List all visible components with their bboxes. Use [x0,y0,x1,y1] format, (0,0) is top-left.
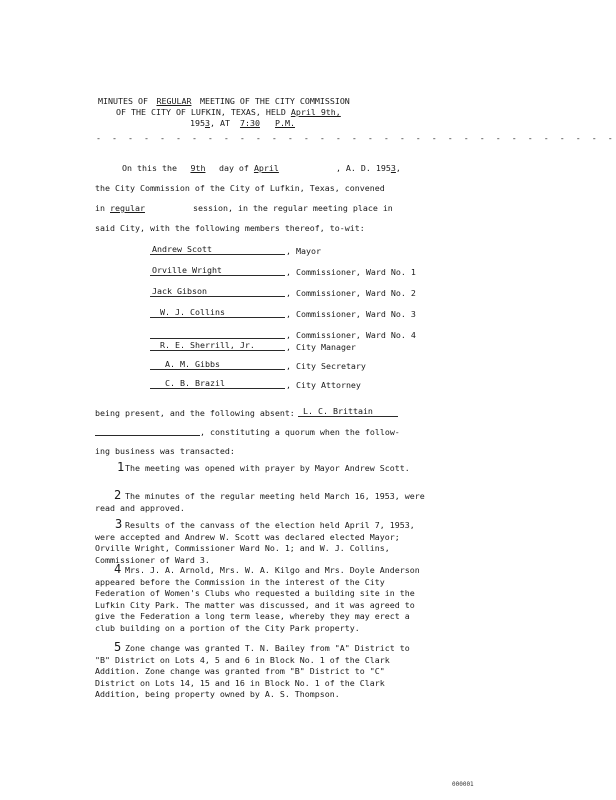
header-line-1 [98,97,350,105]
meeting-type: REGULAR [156,96,192,106]
member-signature-line [150,254,285,255]
header-suffix: MEETING OF THE CITY COMMISSION [199,96,350,106]
absent-line: being present, and the following absent: [95,408,295,418]
header-line-2: OF THE CITY OF LUFKIN, TEXAS, HELD April 9th, [116,107,341,117]
member-signature-line [150,317,285,318]
header-prefix: MINUTES OF [98,96,148,106]
member-signature-line [150,350,285,351]
item-text: The minutes of the regular meeting held March 16, 1953, were read and approved. [95,491,425,513]
business-line: ing business was transacted: [95,446,235,456]
item-text: Mrs. J. A. Arnold, Mrs. W. A. Kilgo and Mrs. Doyle Anderson appeared before the Commission in the interest of the City Federation of Women's Clubs who requested a building site in the Lufkin City Park. The matter was discussed, and it was agreed to give the Federation a long term lease, whereby they may erect a club building on a portion of the City Park property. [95,565,420,633]
member-name: Orville Wright [152,265,222,275]
meeting-date: April 9th, [290,107,341,117]
opening-line-1: On this the 9th day of April , A. D. 1953, [122,163,401,173]
header-divider: - - - - - - - - - - - - - - - - - - - - - - - - - - - - - - - - - [96,133,616,143]
member-signature-line [150,388,285,389]
member-title: , Commissioner, Ward No. 4 [286,330,416,340]
opening-line-3: in regular session, in the regular meeting place in [95,203,393,213]
member-name: W. J. Collins [160,307,225,317]
member-title: , Commissioner, Ward No. 1 [286,267,416,277]
member-title: , Commissioner, Ward No. 2 [286,288,416,298]
day-field: 9th [190,163,206,173]
opening-line-2: the City Commission of the City of Lufkin, Texas, convened [95,183,385,193]
member-title: , Commissioner, Ward No. 3 [286,309,416,319]
item-text: Zone change was granted T. N. Bailey from "A" District to "B" District on Lots 4, 5 and 6 in Block No. 1 of the Clark Addition. Zone change was granted from "B" District to "C" District on Lots 14, 15 and 16 in Block No. 1 of the Clark Addition, being property owned by A. S. Thompson. [95,643,410,699]
item-number: 1 [117,460,125,474]
item-number: 3 [115,517,123,531]
member-name: A. M. Gibbs [165,359,220,369]
item-number: 2 [114,488,122,502]
session-type-field: regular [110,203,145,213]
member-signature-line [150,275,285,276]
item-number: 5 [114,640,122,654]
header-line-3: 1953, AT 7:30 P.M. [190,118,295,128]
page-stamp: 000001 [452,781,474,788]
item-text: The meeting was opened with prayer by Mayor Andrew Scott. [125,463,410,473]
item-text: Results of the canvass of the election held April 7, 1953, were accepted and Andrew W. Scott was declared elected Mayor; Orville Wright, Commissioner Ward No. 1; and W. J. Collins, Commissioner of Ward 3. [95,520,415,565]
member-name: Jack Gibson [152,286,207,296]
absent-name: L. C. Brittain [303,406,373,416]
month-field: April [253,163,279,173]
meeting-time: 7:30 [239,118,260,128]
member-title: , City Secretary [286,361,366,371]
opening-line-4: said City, with the following members thereof, to-wit: [95,223,365,233]
member-signature-line [150,296,285,297]
quorum-line: , constituting a quorum when the follow- [200,427,400,437]
member-name: C. B. Brazil [165,378,225,388]
item-number: 4 [114,562,122,576]
member-signature-line [150,369,285,370]
member-signature-line [150,338,285,339]
member-name: R. E. Sherrill, Jr. [160,340,255,350]
absent-continuation-line [95,435,200,436]
member-title: , Mayor [286,246,321,256]
member-name: Andrew Scott [152,244,212,254]
member-title: , City Manager [286,342,356,352]
absent-name-line [298,416,398,417]
member-title: , City Attorney [286,380,361,390]
